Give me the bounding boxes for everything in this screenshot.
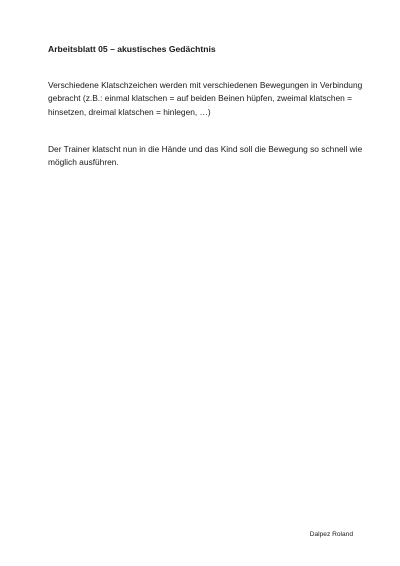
worksheet-title: Arbeitsblatt 05 – akustisches Gedächtnis: [48, 44, 216, 54]
author-footer: Dalpez Roland: [309, 531, 353, 538]
instruction-paragraph-1: Verschiedene Klatschzeichen werden mit verschiedenen Bewegungen in Verbindung gebracht (z.B.: einmal klatschen = auf beiden Beinen hüpfen, zweimal klatschen = hinsetzen, dreimal klatschen = hinlegen, …): [48, 80, 363, 117]
instruction-paragraph-2: Der Trainer klatscht nun in die Hände und das Kind soll die Bewegung so schnell wie möglich ausführen.: [48, 144, 363, 168]
